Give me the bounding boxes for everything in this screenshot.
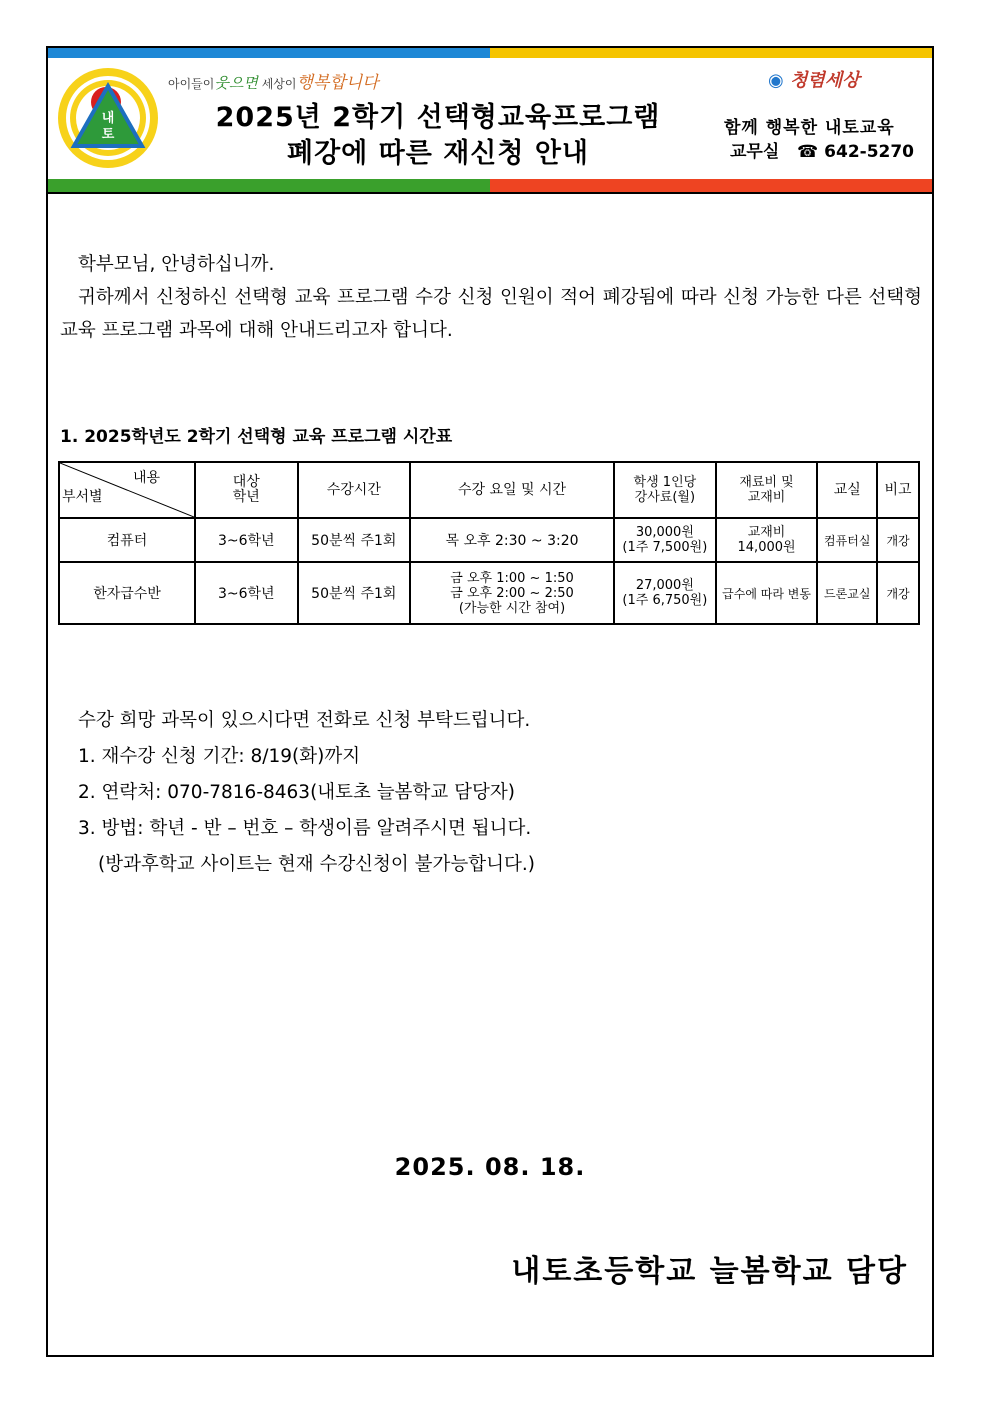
document-frame [46,46,934,1357]
row-name: 컴퓨터 [59,518,195,562]
header-material-1: 재료비 및 [739,475,794,490]
globe-icon: ◉ [768,70,784,91]
slogan-mid: 세상이 [261,77,297,91]
row-fee-1: 27,000원 [635,578,694,593]
slogan-happy: 행복합니다 [296,73,379,93]
notes-item-3: 3. 방법: 학년 - 반 – 번호 – 학생이름 알려주시면 됩니다. [78,818,532,839]
header-room: 교실 [817,462,877,518]
header-target [195,462,298,518]
notes [78,703,535,883]
row-grade: 3~6학년 [195,518,298,562]
row-material [716,518,818,562]
red-stripe [490,179,932,192]
header-dept: 부서별 [62,489,103,505]
row-note: 개강 [877,562,919,624]
header-material [716,462,818,518]
header-diagonal-cell [59,462,195,518]
intro [60,248,922,347]
header-note: 비고 [877,462,919,518]
row-note: 개강 [877,518,919,562]
row-schedule-2: 금 오후 2:00 ~ 2:50 [450,585,574,601]
table-row [59,518,919,562]
header-duration: 수강시간 [298,462,410,518]
office-phone-number: 642-5270 [824,142,915,162]
row-grade: 3~6학년 [195,562,298,624]
row-room: 드론교실 [817,562,877,624]
office-phone [724,140,914,164]
notes-item-3-sub: (방과후학교 사이트는 현재 수강신청이 불가능합니다.) [98,854,536,875]
row-fee [614,518,716,562]
row-fee-2: (1주 6,750원) [622,593,708,608]
yellow-stripe [490,48,932,58]
header-target-2: 학년 [232,489,260,505]
slogan-prefix: 아이들이 [168,77,215,91]
header-fee-2: 강사료(월) [634,490,696,505]
row-name: 한자급수반 [59,562,195,624]
motto: 함께 행복한 내토교육 [724,118,895,138]
row-schedule [410,562,614,624]
row-schedule: 목 오후 2:30 ~ 3:20 [410,518,614,562]
logo-text-2: 토 [101,127,115,142]
table-header-row [59,462,919,518]
title-line-2: 폐강에 따른 재신청 안내 [286,138,590,169]
header-schedule: 수강 요일 및 시간 [410,462,614,518]
issue-date: 2025. 08. 18. [394,1153,586,1181]
header-fee-1: 학생 1인당 [633,475,697,490]
greeting: 학부모님, 안녕하십니까. [78,254,275,275]
notes-item-1: 1. 재수강 신청 기간: 8/19(화)까지 [78,746,361,767]
row-fee [614,562,716,624]
signature: 내토초등학교 늘봄학교 담당 [511,1254,908,1289]
green-stripe [48,179,490,192]
row-material-2: 14,000원 [737,540,796,555]
header-fee [614,462,716,518]
notes-item-2: 2. 연락처: 070-7816-8463(내토초 늘봄학교 담당자) [78,782,515,803]
contact-block [724,116,914,164]
notes-lead: 수강 희망 과목이 있으시다면 전화로 신청 부탁드립니다. [78,710,531,731]
header-color-bar [48,179,932,194]
row-duration: 50분씩 주1회 [298,562,410,624]
logo-text-1: 내 [101,111,115,126]
row-fee-2: (1주 7,500원) [622,540,708,555]
header-target-1: 대상 [232,474,260,490]
row-room: 컴퓨터실 [817,518,877,562]
blue-stripe [48,48,490,58]
section-title: 1. 2025학년도 2학기 선택형 교육 프로그램 시간표 [60,427,453,447]
clean-world-logo [768,66,860,92]
clean-world-text: 청렴세상 [790,70,860,91]
title-line-1: 2025년 2학기 선택형교육프로그램 [215,102,661,133]
slogan-smile: 웃으면 [214,74,258,92]
row-material: 급수에 따라 변동 [716,562,818,624]
header-content: 내용 [132,470,160,486]
row-material-1: 교재비 [747,525,786,540]
office-label: 교무실 [730,142,780,162]
slogan [168,68,379,93]
row-schedule-3: (가능한 시간 참여) [458,600,566,616]
row-duration: 50분씩 주1회 [298,518,410,562]
row-schedule-1: 금 오후 1:00 ~ 1:50 [450,570,574,586]
page-title [168,100,708,172]
school-logo [56,66,160,170]
top-color-bar [48,48,932,58]
schedule-table [58,461,920,625]
header-material-2: 교재비 [747,490,786,505]
row-fee-1: 30,000원 [635,525,694,540]
table-row [59,562,919,624]
phone-icon: ☎ [797,142,819,162]
intro-body: 귀하께서 신청하신 선택형 교육 프로그램 수강 신청 인원이 적어 폐강됨에 따라 신청 가능한 다른 선택형 교육 프로그램 과목에 대해 안내드리고자 합니다. [60,287,922,341]
